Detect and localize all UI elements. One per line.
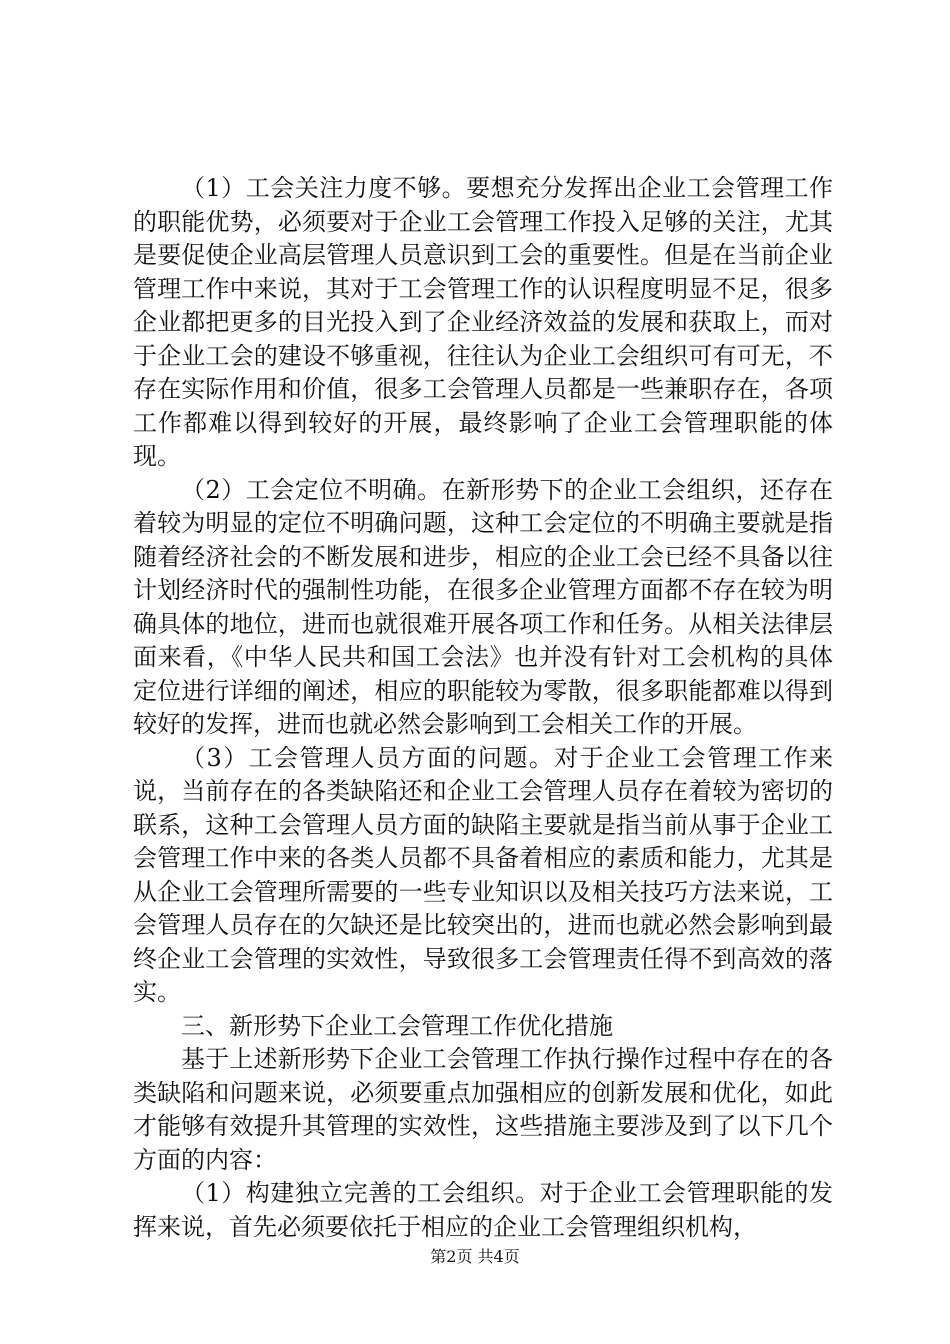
paragraph-union-positioning: （2）工会定位不明确。在新形势下的企业工会组织，还存在着较为明显的定位不明确问题，这种工会定位的不明确主要就是指随着经济社会的不断发展和进步，相应的企业工会已经不具备以往计划经济时代的强制性功能，在很多企业管理方面都不存在较为明确具体的地位，进而也就很难开展各项工作和任务。从相关法律层面来看，《中华人民共和国工会法》也并没有针对工会机构的具体定位进行详细的阐述，相应的职能较为零散，很多职能都难以得到较好的发挥，进而也就必然会影响到工会相关工作的开展。: [133, 475, 833, 738]
page-footer: [0, 1244, 950, 1267]
page-indicator: 第2页 共4页: [430, 1247, 520, 1266]
paragraph-build-organization: （1）构建独立完善的工会组织。对于企业工会管理职能的发挥来说，首先必须要依托于相应的企业工会管理组织机构，: [133, 1179, 833, 1241]
paragraph-measures-intro: 基于上述新形势下企业工会管理工作执行操作过程中存在的各类缺陷和问题来说，必须要重点加强相应的创新发展和优化，如此才能够有效提升其管理的实效性，这些措施主要涉及到了以下几个方面的内容：: [133, 1045, 833, 1174]
document-body: [133, 172, 833, 1244]
paragraph-union-personnel: （3）工会管理人员方面的问题。对于企业工会管理工作来说，当前存在的各类缺陷还和企业工会管理人员存在着较为密切的联系，这种工会管理人员方面的缺陷主要就是指当前从事于企业工会管理工作中来的各类人员都不具备着相应的素质和能力，尤其是从企业工会管理所需要的一些专业知识以及相关技巧方法来说，工会管理人员存在的欠缺还是比较突出的，进而也就必然会影响到最终企业工会管理的实效性，导致很多工会管理责任得不到高效的落实。: [133, 743, 833, 1006]
paragraph-union-attention: （1）工会关注力度不够。要想充分发挥出企业工会管理工作的职能优势，必须要对于企业工会管理工作投入足够的关注，尤其是要促使企业高层管理人员意识到工会的重要性。但是在当前企业管理工作中来说，其对于工会管理工作的认识程度明显不足，很多企业都把更多的目光投入到了企业经济效益的发展和获取上，而对于企业工会的建设不够重视，往往认为企业工会组织可有可无，不存在实际作用和价值，很多工会管理人员都是一些兼职存在，各项工作都难以得到较好的开展，最终影响了企业工会管理职能的体现。: [133, 174, 833, 470]
section-heading: 三、新形势下企业工会管理工作优化措施: [181, 1011, 613, 1040]
